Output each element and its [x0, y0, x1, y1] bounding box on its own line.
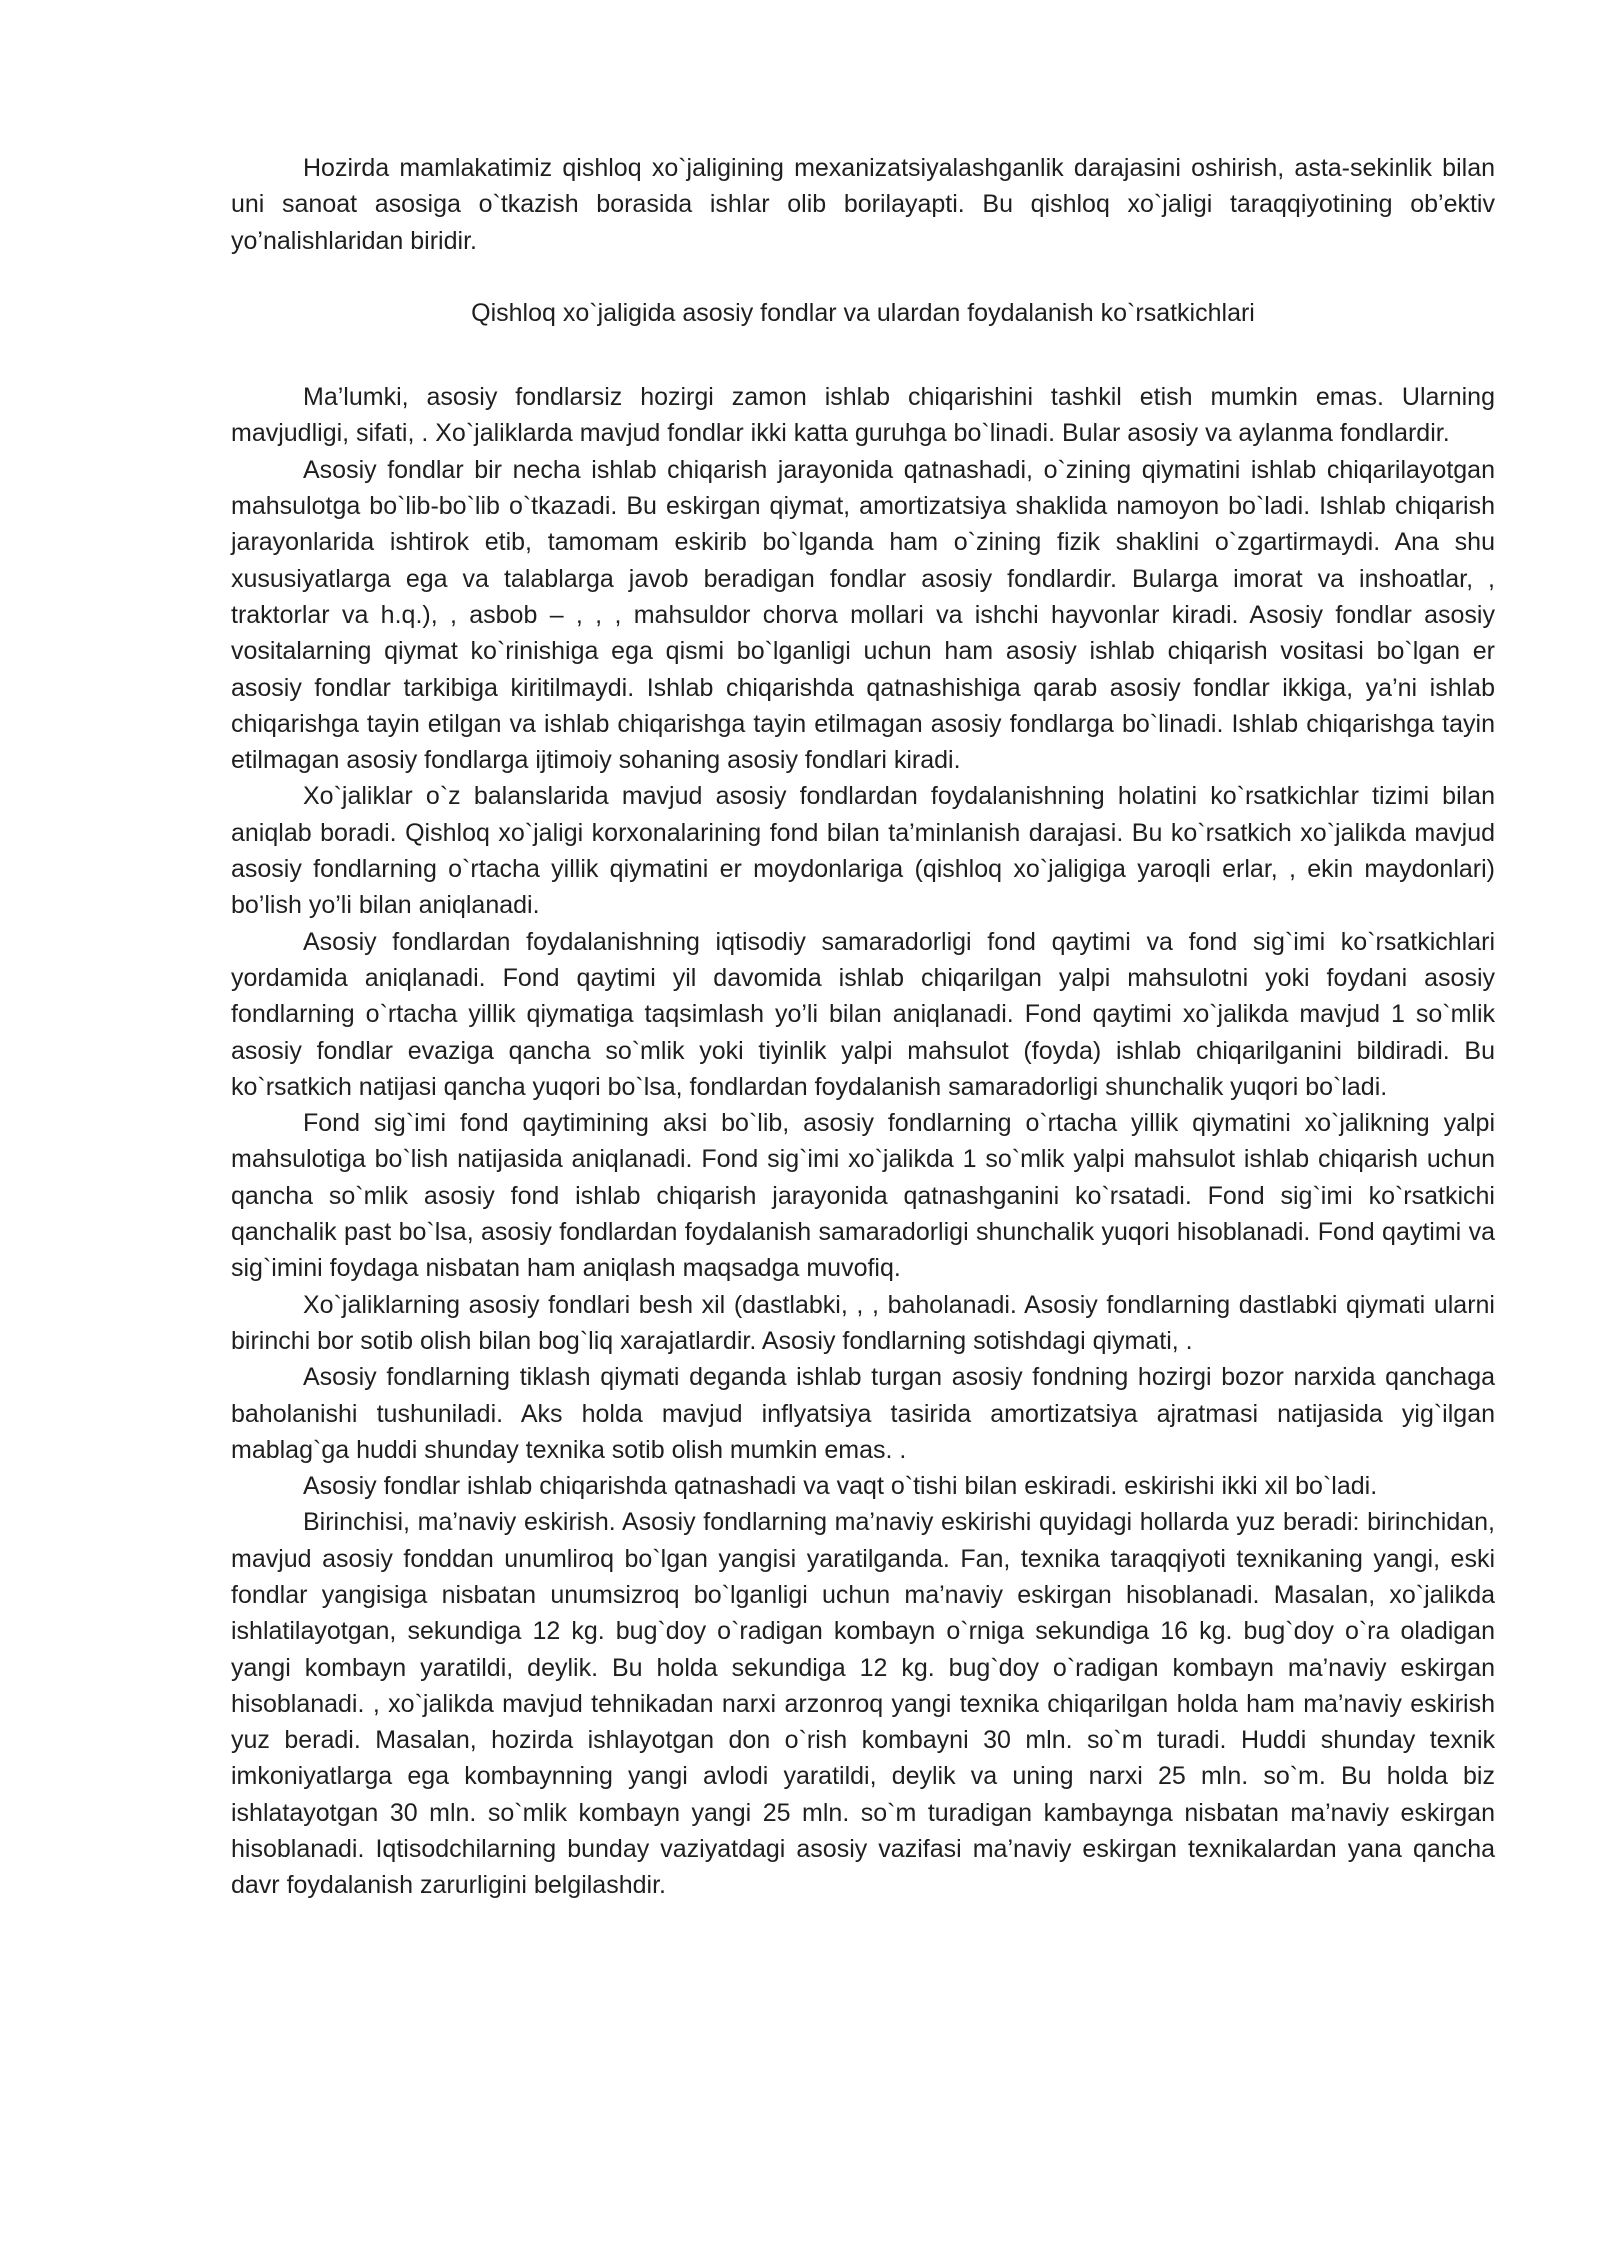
- body-paragraph-5: Fond sig`imi fond qaytimining aksi bo`lib, asosiy fondlarning o`rtacha yillik qiymatini xo`jalikning yalpi mahsulotiga bo`lish natijasida aniqlanadi. Fond sig`imi xo`jalikda 1 so`mlik yalpi mahsulot ishlab chiqarish uchun qancha so`mlik asosiy fond ishlab chiqarish jarayonida qatnashganini ko`rsatadi. Fond sig`imi ko`rsatkichi qanchalik past bo`lsa, asosiy fondlardan foydalanish samaradorligi shunchalik yuqori hisoblanadi. Fond qaytimi va sig`imini foydaga nisbatan ham aniqlash maqsadga muvofiq.: [231, 1109, 1495, 1283]
- body-paragraph-3: Xo`jaliklar o`z balanslarida mavjud asosiy fondlardan foydalanishning holatini ko`rsatkichlar tizimi bilan aniqlab boradi. Qishloq xo`jaligi korxonalarining fond bilan ta’minlanish darajasi. Bu ko`rsatkich xo`jalikda mavjud asosiy fondlarning o`rtacha yillik qiymatini er moydonlariga (qishloq xo`jaligiga yaroqli erlar, , ekin maydonlari) bo’lish yo’li bilan aniqlanadi.: [231, 782, 1495, 920]
- body-paragraph-1: Ma’lumki, asosiy fondlarsiz hozirgi zamon ishlab chiqarishini tashkil etish mumkin emas. Ularning mavjudligi, sifati, . Xo`jaliklarda mavjud fondlar ikki katta guruhga bo`linadi. Bular asosiy va aylanma fondlardir.: [231, 383, 1495, 448]
- document-body: [231, 150, 1495, 1904]
- body-paragraph-9: Birinchisi, ma’naviy eskirish. Asosiy fondlarning ma’naviy eskirishi quyidagi hollarda yuz beradi: birinchidan, mavjud asosiy fonddan unumliroq bo`lgan yangisi yaratilganda. Fan, texnika taraqqiyoti texnikaning yangi, eski fondlar yangisiga nisbatan unumsizroq bo`lganligi uchun ma’naviy eskirgan hisoblanadi. Masalan, xo`jalikda ishlatilayotgan, sekundiga 12 kg. bug`doy o`radigan kombayn o`rniga sekundiga 16 kg. bug`doy o`ra oladigan yangi kombayn yaratildi, deylik. Bu holda sekundiga 12 kg. bug`doy o`radigan kombayn ma’naviy eskirgan hisoblanadi. , xo`jalikda mavjud tehnikadan narxi arzonroq yangi texnika chiqarilgan holda ham ma’naviy eskirish yuz beradi. Masalan, hozirda ishlayotgan don o`rish kombayni 30 mln. so`m turadi. Huddi shunday texnik imkoniyatlarga ega kombaynning yangi avlodi yaratildi, deylik va uning narxi 25 mln. so`m. Bu holda biz ishlatayotgan 30 mln. so`mlik kombayn yangi 25 mln. so`m turadigan kambaynga nisbatan ma’naviy eskirgan hisoblanadi. Iqtisodchilarning bunday vaziyatdagi asosiy vazifasi ma’naviy eskirgan texnikalardan yana qancha davr foydalanish zarurligini belgilashdir.: [231, 1508, 1495, 1900]
- section-heading: Qishloq xo`jaligida asosiy fondlar va ulardan foydalanish ko`rsatkichlari: [471, 298, 1255, 327]
- body-paragraph-8: Asosiy fondlar ishlab chiqarishda qatnashadi va vaqt o`tishi bilan eskiradi. eskirishi ikki xil bo`ladi.: [303, 1472, 1378, 1501]
- body-paragraph-7: Asosiy fondlarning tiklash qiymati deganda ishlab turgan asosiy fondning hozirgi bozor narxida qanchaga baholanishi tushuniladi. Aks holda mavjud inflyatsiya tasirida amortizatsiya ajratmasi natijasida yig`ilgan mablag`ga huddi shunday texnika sotib olish mumkin emas. .: [231, 1363, 1495, 1464]
- body-paragraph-4: Asosiy fondlardan foydalanishning iqtisodiy samaradorligi fond qaytimi va fond sig`imi ko`rsatkichlari yordamida aniqlanadi. Fond qaytimi yil davomida ishlab chiqarilgan yalpi mahsulotni yoki foydani asosiy fondlarning o`rtacha yillik qiymatiga taqsimlash yo’li bilan aniqlanadi. Fond qaytimi xo`jalikda mavjud 1 so`mlik asosiy fondlar evaziga qancha so`mlik yoki tiyinlik yalpi mahsulot (foyda) ishlab chiqarilganini bildiradi. Bu ko`rsatkich natijasi qancha yuqori bo`lsa, fondlardan foydalanish samaradorligi shunchalik yuqori bo`ladi.: [231, 927, 1495, 1101]
- intro-paragraph: Hozirda mamlakatimiz qishloq xo`jaligining mexanizatsiyalashganlik darajasini oshirish, asta-sekinlik bilan uni sanoat asosiga o`tkazish borasida ishlar olib borilayapti. Bu qishloq xo`jaligi taraqqiyotining ob’ektiv yo’nalishlaridan biridir.: [231, 154, 1495, 255]
- body-paragraph-2: Asosiy fondlar bir necha ishlab chiqarish jarayonida qatnashadi, o`zining qiymatini ishlab chiqarilayotgan mahsulotga bo`lib-bo`lib o`tkazadi. Bu eskirgan qiymat, amortizatsiya shaklida namoyon bo`ladi. Ishlab chiqarish jarayonlarida ishtirok etib, tamomam eskirib bo`lganda ham o`zining fizik shaklini o`zgartirmaydi. Ana shu xususiyatlarga ega va talablarga javob beradigan fondlar asosiy fondlardir. Bularga imorat va inshoatlar, , traktorlar va h.q.), , asbob – , , , mahsuldor chorva mollari va ishchi hayvonlar kiradi. Asosiy fondlar asosiy vositalarning qiymat ko`rinishiga ega qismi bo`lganligi uchun ham asosiy ishlab chiqarish vositasi bo`lgan er asosiy fondlar tarkibiga kiritilmaydi. Ishlab chiqarishda qatnashishiga qarab asosiy fondlar ikkiga, ya’ni ishlab chiqarishga tayin etilgan va ishlab chiqarishga tayin etilmagan asosiy fondlarga bo`linadi. Ishlab chiqarishga tayin etilmagan asosiy fondlarga ijtimoiy sohaning asosiy fondlari kiradi.: [231, 455, 1495, 775]
- body-paragraph-6: Xo`jaliklarning asosiy fondlari besh xil (dastlabki, , , baholanadi. Asosiy fondlarning dastlabki qiymati ularni birinchi bor sotib olish bilan bog`liq xarajatlardir. Asosiy fondlarning sotishdagi qiymati, .: [231, 1290, 1495, 1355]
